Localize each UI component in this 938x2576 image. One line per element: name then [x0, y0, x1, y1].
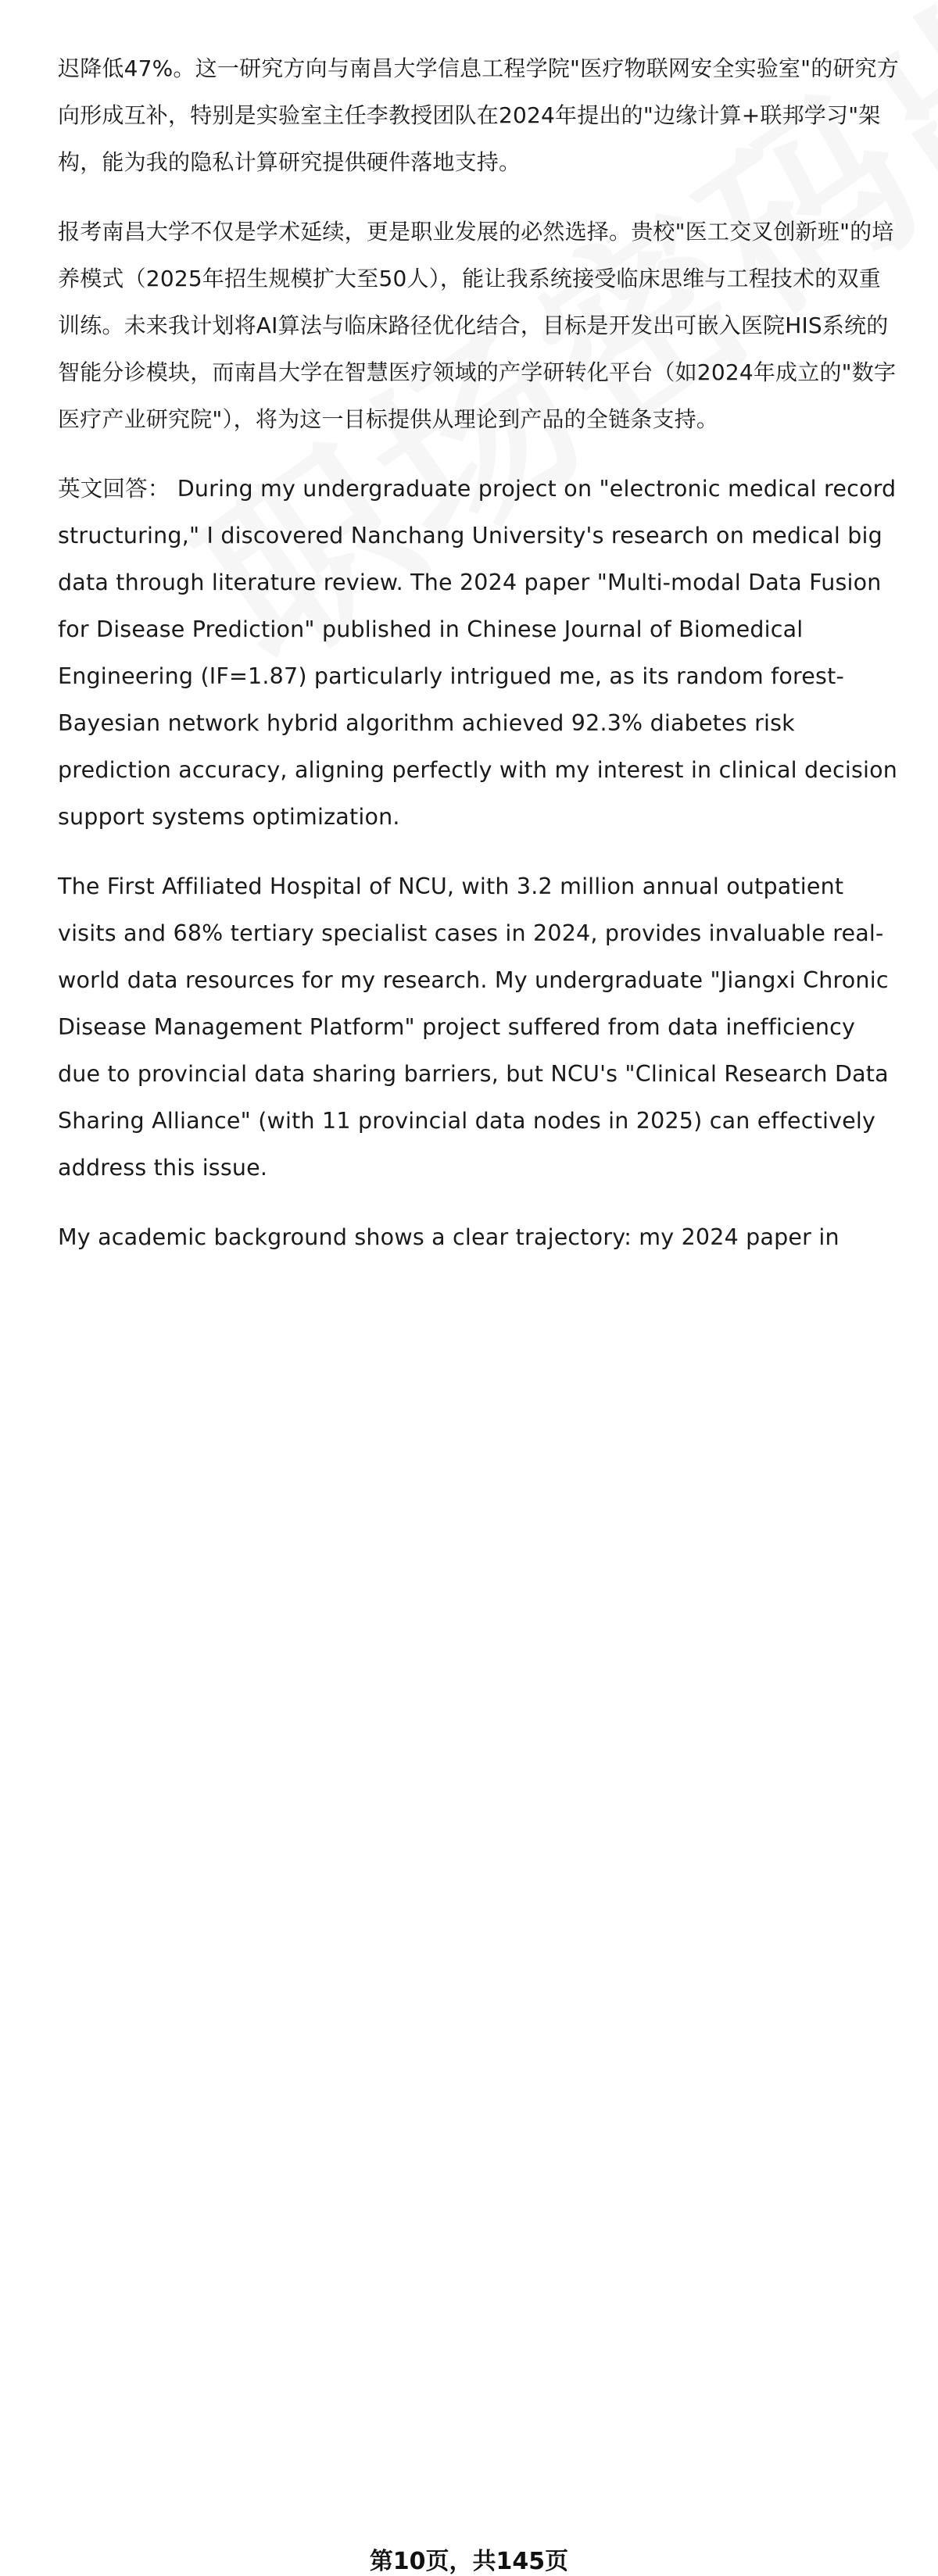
document-body [58, 45, 902, 1261]
page-number-footer: 第10页，共145页 [369, 2548, 569, 2575]
paragraph-english-answer-3: My academic background shows a clear trajectory: my 2024 paper in [58, 1224, 840, 1250]
paragraph-english-answer-2: The First Affiliated Hospital of NCU, with 3.2 million annual outpatient visits and 68% tertiary specialist cases in 2024, provides invaluable real-world data resources for my research. My undergraduate "Jiangxi Chronic Disease Management Platform" project suffered from data inefficiency due to provincial data sharing barriers, but NCU's "Clinical Research Data Sharing Alliance" (with 11 provincial data nodes in 2025) can effectively address this issue. [58, 874, 889, 1181]
paragraph-research-direction: 迟降低47%。这一研究方向与南昌大学信息工程学院"医疗物联网安全实验室"的研究方向形成互补，特别是实验室主任李教授团队在2024年提出的"边缘计算+联邦学习"架构，能为我的隐私计算研究提供硬件落地支持。 [58, 55, 899, 175]
paragraph-career-reason: 报考南昌大学不仅是学术延续，更是职业发展的必然选择。贵校"医工交叉创新班"的培养模式（2025年招生规模扩大至50人），能让我系统接受临床思维与工程技术的双重训练。未来我计划将AI算法与临床路径优化结合，目标是开发出可嵌入医院HIS系统的智能分诊模块，而南昌大学在智慧医疗领域的产学研转化平台（如2024年成立的"数字医疗产业研究院"），将为这一目标提供从理论到产品的全链条支持。 [58, 219, 897, 432]
paragraph-english-answer-1: 英文回答： During my undergraduate project on "electronic medical record structuring," I discovered Nanchang University's research on medical big data through literature review. The 2024 paper "Multi-modal Data Fusion for Disease Prediction" published in Chinese Journal of Biomedical Engineering (IF=1.87) particularly intrigued me, as its random forest-Bayesian network hybrid algorithm achieved 92.3% diabetes risk prediction accuracy, aligning perfectly with my interest in clinical decision support systems optimization. [58, 476, 898, 830]
